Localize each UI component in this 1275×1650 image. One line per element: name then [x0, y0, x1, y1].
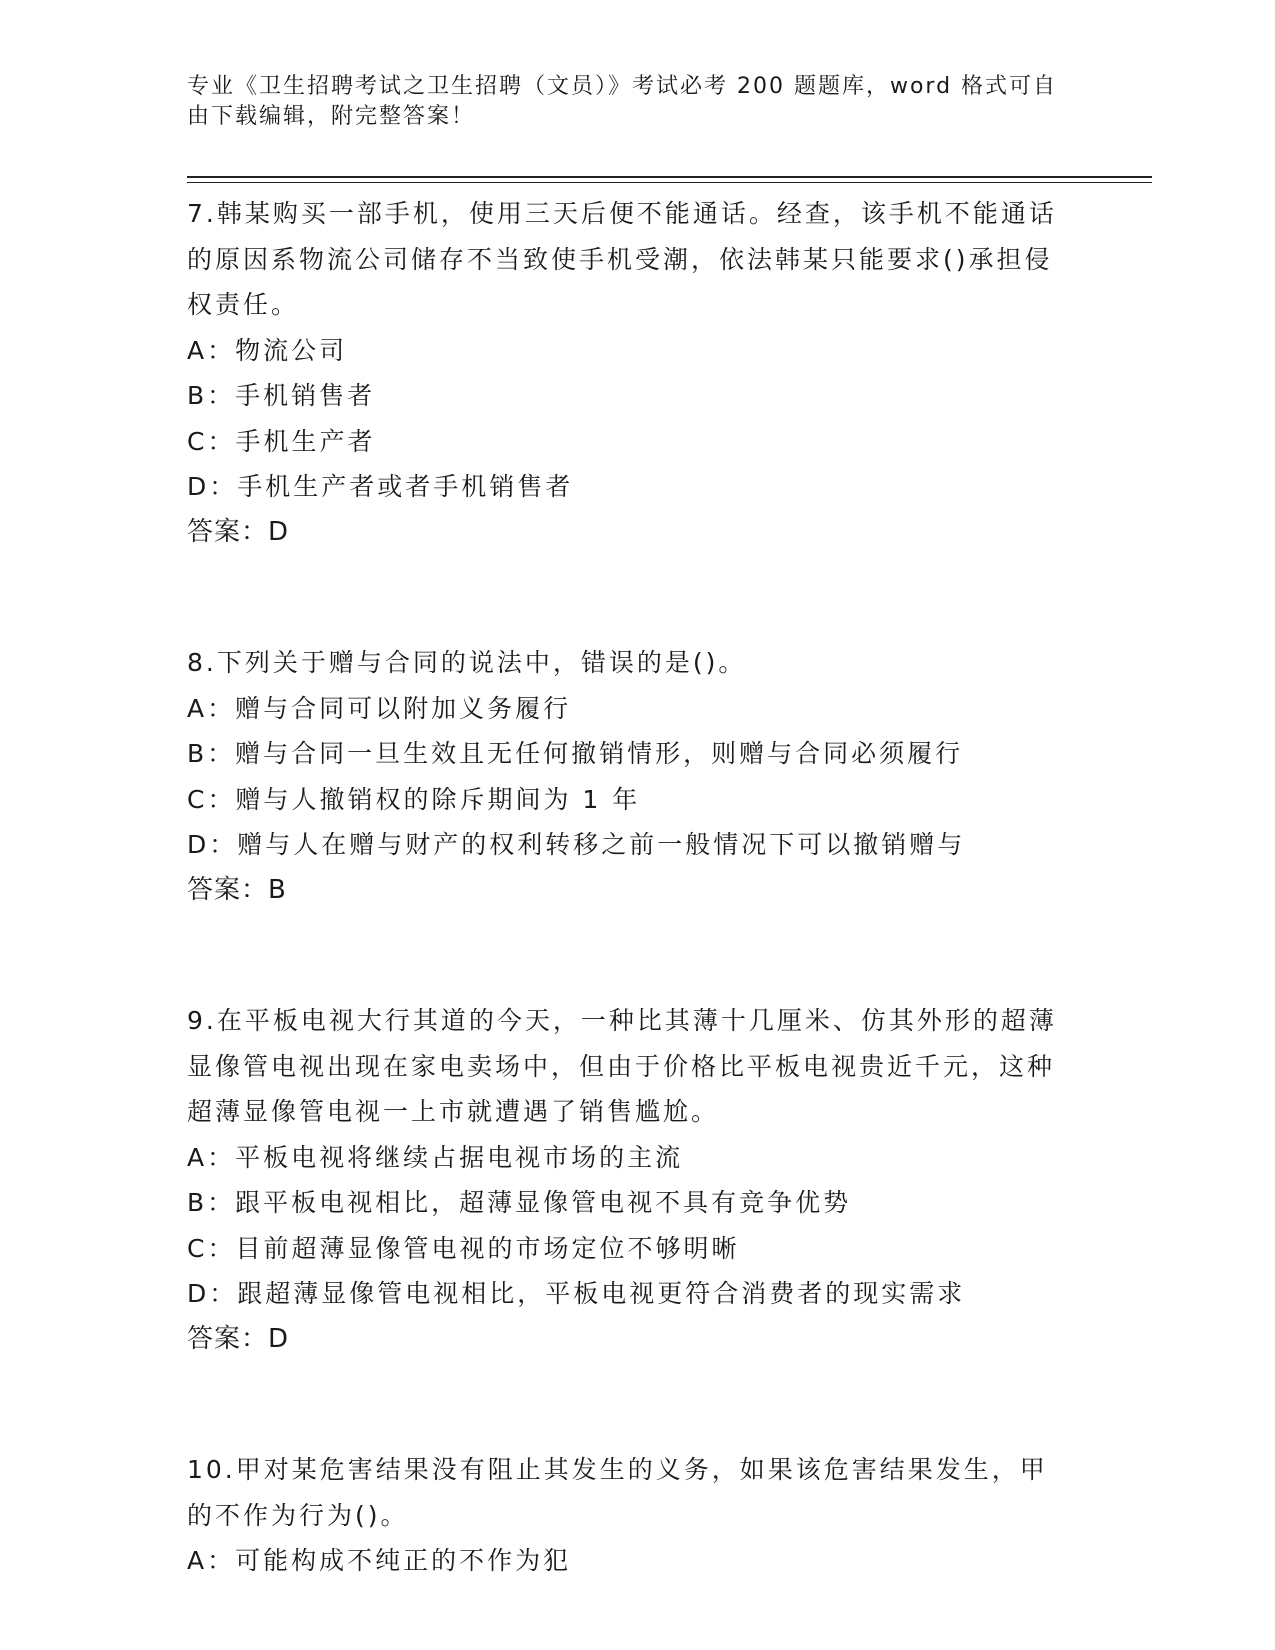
header-rule-thin	[187, 182, 1152, 183]
question-spacer	[187, 555, 1067, 640]
question-list	[187, 191, 1067, 1584]
question-text: 10.甲对某危害结果没有阻止其发生的义务，如果该危害结果发生，甲的不作为行为()。	[187, 1455, 1048, 1530]
header-rule-thick	[187, 176, 1152, 178]
option-d: D：跟超薄显像管电视相比，平板电视更符合消费者的现实需求	[187, 1279, 966, 1308]
question-7	[187, 191, 1067, 555]
document-header	[187, 72, 1067, 132]
question-9	[187, 998, 1067, 1362]
question-spacer	[187, 913, 1067, 998]
option-d: D：赠与人在赠与财产的权利转移之前一般情况下可以撤销赠与	[187, 830, 966, 859]
question-text: 7.韩某购买一部手机，使用三天后便不能通话。经查，该手机不能通话的原因系物流公司储存不当致使手机受潮，依法韩某只能要求()承担侵权责任。	[187, 199, 1057, 319]
option-b: B：赠与合同一旦生效且无任何撤销情形，则赠与合同必须履行	[187, 739, 964, 768]
option-a: A：平板电视将继续占据电视市场的主流	[187, 1142, 684, 1172]
question-8	[187, 640, 1067, 913]
option-d: D：手机生产者或者手机销售者	[187, 472, 574, 501]
question-text: 8.下列关于赠与合同的说法中，错误的是()。	[187, 648, 747, 677]
question-text: 9.在平板电视大行其道的今天，一种比其薄十几厘米、仿其外形的超薄显像管电视出现在家电卖场中，但由于价格比平板电视贵近千元，这种超薄显像管电视一上市就遭遇了销售尴尬。	[187, 1006, 1057, 1126]
option-b: B：手机销售者	[187, 381, 376, 410]
option-c: C：目前超薄显像管电视的市场定位不够明晰	[187, 1233, 740, 1263]
option-c: C：手机生产者	[187, 426, 376, 456]
option-a: A：物流公司	[187, 335, 348, 365]
answer-line: 答案：D	[187, 516, 290, 547]
answer-line: 答案：D	[187, 1323, 290, 1354]
header-intro-text: 专业《卫生招聘考试之卫生招聘（文员）》考试必考 200 题题库，word 格式可自由下载编辑，附完整答案！	[187, 74, 1058, 129]
answer-line: 答案：B	[187, 874, 287, 905]
option-a: A：可能构成不纯正的不作为犯	[187, 1546, 572, 1575]
option-b: B：跟平板电视相比，超薄显像管电视不具有竞争优势	[187, 1188, 852, 1217]
question-10	[187, 1447, 1067, 1584]
option-c: C：赠与人撤销权的除斥期间为 1 年	[187, 784, 641, 814]
question-spacer	[187, 1362, 1067, 1447]
option-a: A：赠与合同可以附加义务履行	[187, 693, 572, 723]
